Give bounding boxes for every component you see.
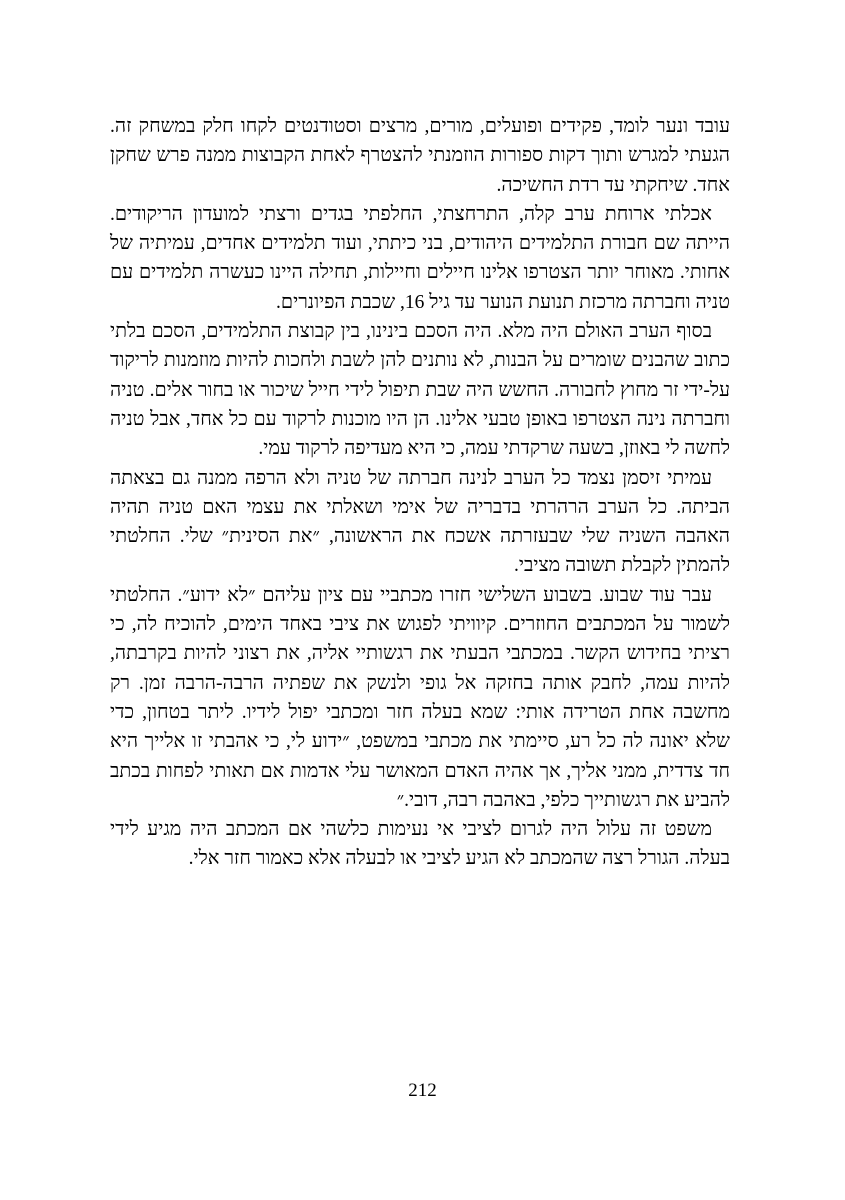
body-text — [110, 112, 730, 874]
paragraph-3: בסוף הערב האולם היה מלא. היה הסכם בינינו, בין קבוצת התלמידים, הסכם בלתי כתוב שהבנים שומרים על הבנות, לא נותנים להן לשבת ולחכות להיות מוזמנות לריקוד על-ידי זר מחוץ לחבורה. החשש היה שבת תיפול לידי חייל שיכור או בחור אלים. טניה וחברתה נינה הצטרפו באופן טבעי אלינו. הן היו מוכנות לרקוד עם כל אחד, אבל טניה לחשה לי באוזן, בשעה שרקדתי עמה, כי היא מעדיפה לרקוד עמי. — [110, 321, 730, 460]
paragraph-4: עמיתי זיסמן נצמד כל הערב לנינה חברתה של טניה ולא הרפה ממנה גם בצאתה הביתה. כל הערב הרהרתי בדבריה של אימי ושאלתי את עצמי האם טניה תהיה האהבה השניה שלי שבעזרתה אשכח את הראשונה, ״את הסינית״ שלי. החלטתי להמתין לקבלת תשובה מציבי. — [110, 467, 730, 577]
paragraph-2: אכלתי ארוחת ערב קלה, התרחצתי, החלפתי בגדים ורצתי למועדון הריקודים. הייתה שם חבורת התלמידים היהודים, בני כיתתי, ועוד תלמידים אחדים, עמיתיה של אחותי. מאוחר יותר הצטרפו אלינו חיילים וחיילות, תחילה היינו כעשרה תלמידים עם טניה וחברתה מרכזת תנועת הנוער עד גיל 16, שכבת הפיונרים. — [110, 203, 730, 313]
page-number: 212 — [408, 1080, 437, 1101]
paragraph-5: עבר עוד שבוע. בשבוע השלישי חזרו מכתביי עם ציון עליהם ״לא ידוע״. החלטתי לשמור על המכתבים החוזרים. קיוויתי לפגוש את ציבי באחד הימים, להוכיח לה, כי רציתי בחידוש הקשר. במכתבי הבעתי את רגשותיי אליה, את רצוני להיות בקרבתה, להיות עמה, לחבק אותה בחזקה אל גופי ולנשק את שפתיה הרבה-הרבה זמן. רק מחשבה אחת הטרידה אותי: שמא בעלה חזר ומכתבי יפול לידיו. ליתר בטחון, כדי שלא יאונה לה כל רע, סיימתי את מכתבי במשפט, ״ידוע לי, כי אהבתי זו אלייך היא חד צדדית, ממני אליך, אך אהיה האדם המאושר עלי אדמות אם תאותי לפחות בכתב להביע את רגשותייך כלפי, באהבה רבה, דובי.״ — [110, 584, 730, 811]
paragraph-6: משפט זה עלול היה לגרום לציבי אי נעימות כלשהי אם המכתב היה מגיע לידי בעלה. הגורל רצה שהמכתב לא הגיע לציבי או לבעלה אלא כאמור חזר אלי. — [110, 819, 730, 870]
paragraph-1: עובד ונער לומד, פקידים ופועלים, מורים, מרצים וסטודנטים לקחו חלק במשחק זה. הגעתי למגרש ותוך דקות ספורות הוזמנתי להצטרף לאחת הקבוצות ממנה פרש שחקן אחד. שיחקתי עד רדת החשיכה. — [110, 116, 730, 196]
